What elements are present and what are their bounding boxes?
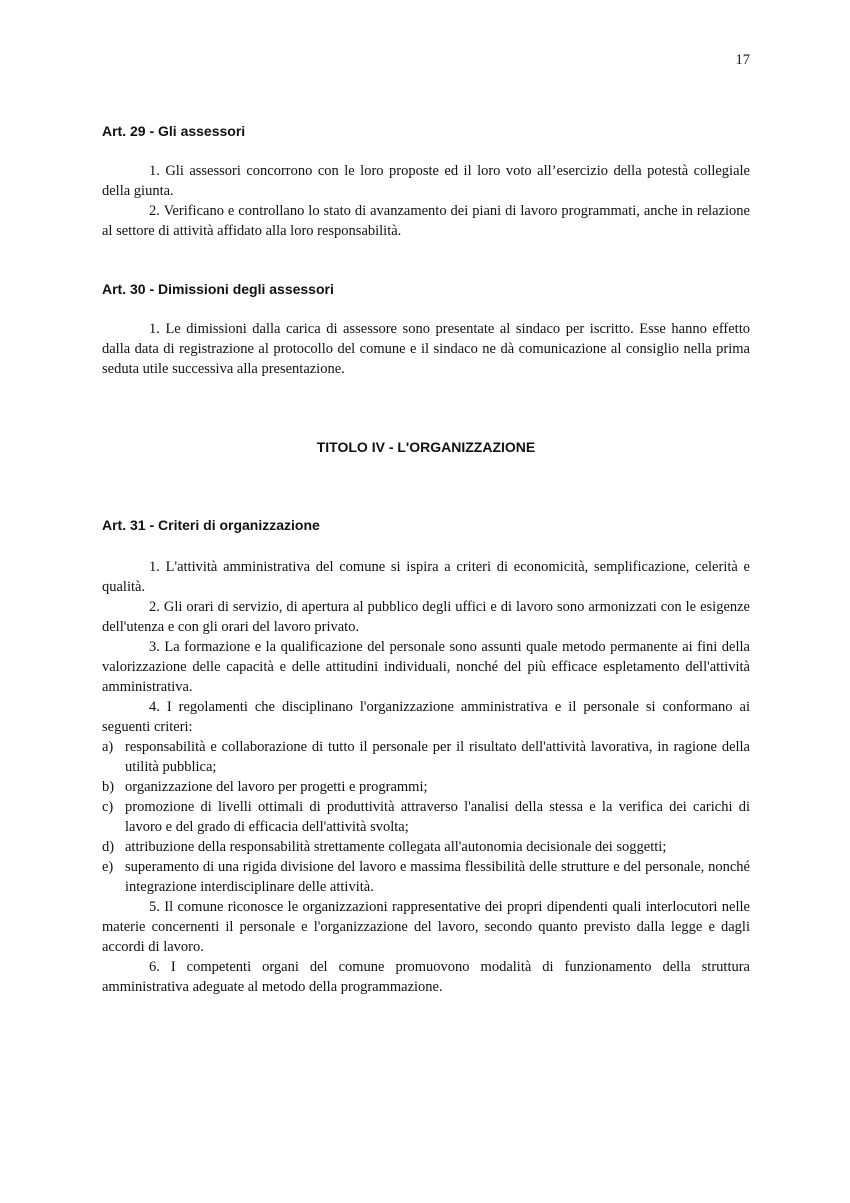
article-31-heading: Art. 31 - Criteri di organizzazione [102, 517, 320, 533]
article-29-heading: Art. 29 - Gli assessori [102, 123, 246, 139]
article-29 [102, 121, 750, 241]
list-item-marker: d) [102, 839, 115, 855]
list-item-marker: b) [102, 779, 115, 795]
article-30 [102, 279, 750, 379]
article-29-paragraph-2: 2. Verificano e controllano lo stato di avanzamento dei piani di lavoro programmati, anche in relazione al settore di attività affidato alla loro responsabilità. [102, 203, 750, 239]
article-31-paragraph-1: 1. L'attività amministrativa del comune si ispira a criteri di economicità, semplificazione, celerità e qualità. [102, 559, 750, 595]
article-30-paragraph-1: 1. Le dimissioni dalla carica di assessore sono presentate al sindaco per iscritto. Esse hanno effetto dalla data di registrazione al protocollo del comune e il sindaco ne dà comunicazione al consiglio nella prima seduta utile successiva alla presentazione. [102, 321, 750, 377]
list-item-text: promozione di livelli ottimali di produttività attraverso l'analisi della stessa e la verifica dei carichi di lavoro e del grado di efficacia dell'attività svolta; [125, 799, 750, 835]
list-item [102, 837, 750, 857]
list-item [102, 777, 750, 797]
list-item-text: responsabilità e collaborazione di tutto il personale per il risultato dell'attività lavorativa, in ragione della utilità pubblica; [125, 739, 750, 775]
article-31-paragraph-5: 5. Il comune riconosce le organizzazioni rappresentative dei propri dipendenti quali interlocutori nelle materie concernenti il personale e l'organizzazione del lavoro, secondo quanto previsto dalla legge e dagli accordi di lavoro. [102, 899, 750, 955]
list-item-marker: c) [102, 799, 114, 815]
list-item-text: organizzazione del lavoro per progetti e programmi; [125, 779, 428, 795]
article-31-paragraph-4: 4. I regolamenti che disciplinano l'organizzazione amministrativa e il personale si conformano ai seguenti criteri: [102, 699, 750, 735]
list-item [102, 797, 750, 837]
article-31-paragraph-6: 6. I competenti organi del comune promuovono modalità di funzionamento della struttura amministrativa adeguate al metodo della programmazione. [102, 959, 750, 995]
article-31-paragraph-2: 2. Gli orari di servizio, di apertura al pubblico degli uffici e di lavoro sono armonizzati con le esigenze dell'utenza e con gli orari del lavoro privato. [102, 599, 750, 635]
article-31 [102, 515, 750, 997]
list-item [102, 857, 750, 897]
list-item-text: attribuzione della responsabilità strettamente collegata all'autonomia decisionale dei soggetti; [125, 839, 667, 855]
article-30-heading: Art. 30 - Dimissioni degli assessori [102, 281, 334, 297]
list-item-text: superamento di una rigida divisione del lavoro e massima flessibilità delle strutture e del personale, nonché integrazione interdisciplinare delle attività. [125, 859, 750, 895]
list-item [102, 737, 750, 777]
criteria-list [102, 737, 750, 897]
article-31-paragraph-3: 3. La formazione e la qualificazione del personale sono assunti quale metodo permanente ai fini della valorizzazione delle capacità e delle attitudini individuali, nonché del più efficace espletamento dell'attività amministrativa. [102, 639, 750, 695]
list-item-marker: e) [102, 859, 114, 875]
list-item-marker: a) [102, 739, 114, 755]
article-29-paragraph-1: 1. Gli assessori concorrono con le loro proposte ed il loro voto all’esercizio della potestà collegiale della giunta. [102, 163, 750, 199]
section-title: TITOLO IV - L'ORGANIZZAZIONE [316, 439, 536, 455]
page-number: 17 [735, 52, 750, 68]
